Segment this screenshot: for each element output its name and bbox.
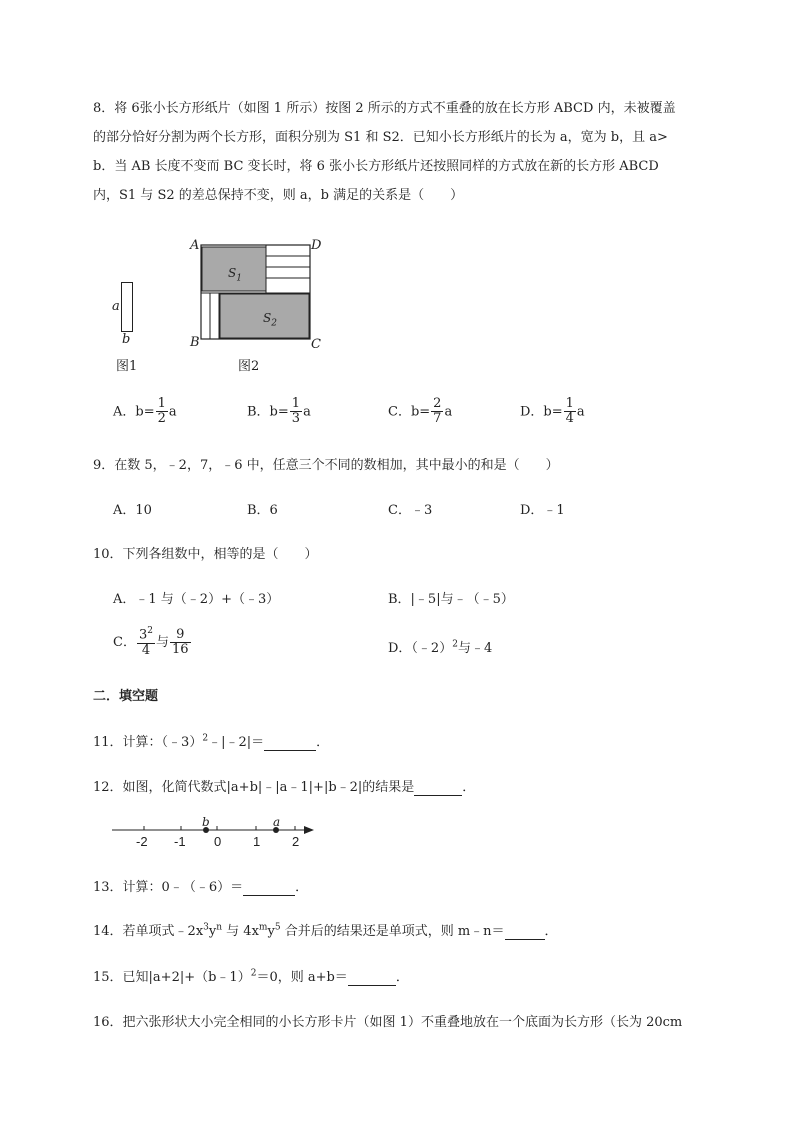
- q10-option-a[interactable]: A．﹣1 与（﹣2）+（﹣3）: [113, 592, 280, 607]
- numerator: $3^2$: [138, 626, 153, 643]
- q9-option-d[interactable]: D．﹣1: [520, 503, 565, 518]
- tick-label: 0: [214, 834, 222, 849]
- fig2-caption: 图2: [238, 359, 260, 374]
- denominator: 3: [291, 411, 301, 427]
- q10-option-c[interactable]: [113, 627, 192, 658]
- answer-blank[interactable]: [243, 880, 295, 896]
- tick-label: -1: [174, 834, 186, 849]
- tick-label: -2: [136, 834, 148, 849]
- question-8: [93, 94, 705, 210]
- numerator: 1: [291, 396, 301, 411]
- fraction: [564, 397, 576, 427]
- point-label-a: a: [273, 815, 281, 829]
- question-10: 10．下列各组数中，相等的是（ ）: [93, 547, 318, 562]
- question-13: 13．计算：0﹣（﹣6）＝ ．: [93, 880, 309, 895]
- answer-blank[interactable]: [505, 924, 545, 940]
- option-connector: 与: [155, 634, 169, 650]
- fraction: [137, 627, 155, 658]
- denominator: 2: [157, 411, 166, 427]
- rectangle-abcd-diagram: [200, 244, 314, 342]
- option-suffix: a: [303, 404, 311, 420]
- option-label: D．b=: [520, 404, 563, 420]
- question-11: 11．计算：（﹣3）$^2$﹣|﹣2|＝ ．: [93, 733, 330, 750]
- question-14: 14．若单项式$﹣2x^3y^n$ 与 $4x^my^5$ 合并后的结果还是单项式，则 m﹣n＝ ．: [93, 922, 558, 939]
- fig1-caption: 图1: [116, 359, 138, 374]
- fraction: [170, 628, 191, 658]
- answer-blank[interactable]: [414, 780, 462, 796]
- tick-label: 2: [292, 834, 300, 849]
- vertex-label-a: A: [190, 238, 200, 253]
- small-rectangle-shape: [121, 282, 133, 332]
- region-label-s1: $S_1$: [228, 266, 242, 284]
- q8-line-1: 8．将 6张小长方形纸片（如图 1 所示）按图 2 所示的方式不重叠的放在长方形 ABCD 内，未被覆盖: [93, 101, 676, 116]
- option-label: C．: [113, 634, 136, 650]
- numerator: 2: [433, 396, 442, 411]
- q8-option-c[interactable]: [388, 397, 452, 427]
- fraction: [156, 397, 168, 427]
- option-label: B．b=: [247, 404, 289, 420]
- vertex-label-c: C: [311, 337, 321, 352]
- q9-option-a[interactable]: A．10: [113, 503, 152, 518]
- section-heading-fill-in: 二．填空题: [93, 689, 159, 704]
- numerator: 9: [170, 628, 191, 643]
- fig1-label-a: a: [112, 299, 120, 314]
- option-label: C．b=: [388, 404, 431, 420]
- tick-label: 1: [253, 834, 261, 849]
- q8-line-3: b．当 AB 长度不变而 BC 变长时，将 6 张小长方形纸片还按照同样的方式放在新的长方形 ABCD: [93, 159, 659, 174]
- question-9: 9．在数 5，﹣2，7，﹣6 中，任意三个不同的数相加，其中最小的和是（ ）: [93, 458, 559, 473]
- q8-line-4: 内，S1 与 S2 的差总保持不变，则 a，b 满足的关系是（ ）: [93, 188, 464, 203]
- numerator: 1: [565, 396, 574, 411]
- fraction: [431, 397, 443, 427]
- denominator: 4: [141, 642, 151, 658]
- vertex-label-b: B: [190, 335, 200, 350]
- point-label-b: b: [202, 815, 210, 829]
- q8-line-2: 的部分恰好分割为两个长方形，面积分别为 S1 和 S2．已知小长方形纸片的长为 a，宽为 b，且 a>: [93, 130, 668, 145]
- q8-option-a[interactable]: [113, 397, 177, 427]
- denominator: 4: [565, 411, 574, 427]
- q10-option-b[interactable]: B．|﹣5|与﹣（﹣5）: [388, 592, 514, 607]
- q8-option-b[interactable]: [247, 397, 311, 427]
- option-suffix: a: [444, 404, 453, 420]
- option-suffix: a: [576, 404, 585, 420]
- q9-option-b[interactable]: B．6: [247, 503, 278, 518]
- question-15: 15．已知|a+2|+（b﹣1）$^2$＝0，则 a+b＝ ．: [93, 968, 409, 985]
- q10-option-d[interactable]: D．（﹣2）$^2$与﹣4: [388, 639, 493, 656]
- q8-option-d[interactable]: [520, 397, 585, 427]
- denominator: 7: [433, 411, 442, 427]
- vertex-label-d: D: [311, 238, 322, 253]
- question-16: 16．把六张形状大小完全相同的小长方形卡片（如图 1）不重叠地放在一个底面为长方形（长为 20cm: [93, 1015, 683, 1030]
- option-suffix: a: [168, 404, 177, 420]
- answer-blank[interactable]: [264, 735, 316, 751]
- fig1-label-b: b: [122, 332, 131, 347]
- denominator: 16: [171, 641, 189, 657]
- fraction: [290, 397, 302, 427]
- option-label: A．b=: [113, 404, 155, 420]
- region-label-s2: $S_2$: [263, 311, 277, 329]
- q9-option-c[interactable]: C．﹣3: [388, 503, 433, 518]
- answer-blank[interactable]: [348, 970, 396, 986]
- question-12: 12．如图，化简代数式|a+b|﹣|a﹣1|+|b﹣2|的结果是 ．: [93, 780, 476, 795]
- numerator: 1: [157, 396, 166, 411]
